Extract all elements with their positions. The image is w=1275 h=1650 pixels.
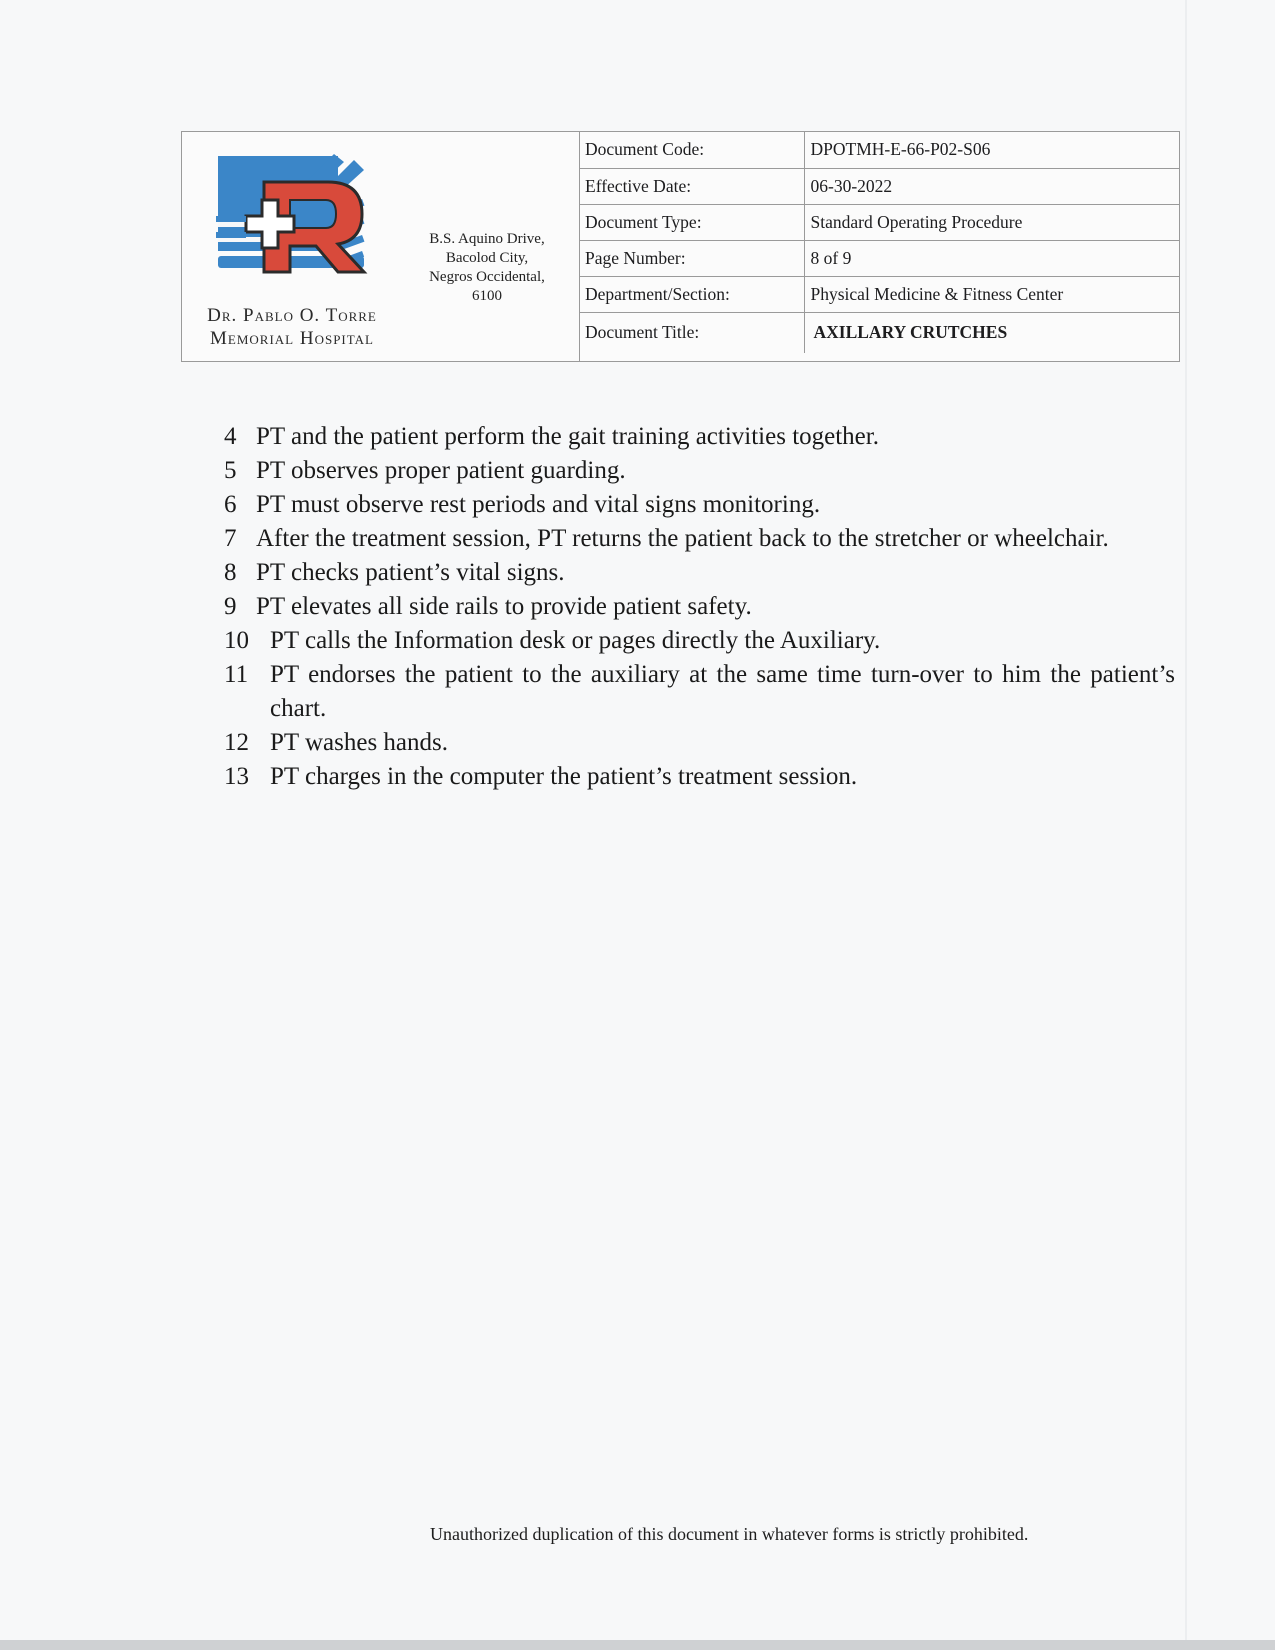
document-code-label: Document Code: xyxy=(579,132,804,168)
step-number: 7 xyxy=(224,525,237,552)
document-title-value: AXILLARY CRUTCHES xyxy=(813,322,1008,343)
step-text: PT observes proper patient guarding. xyxy=(256,457,626,484)
step-text: PT elevates all side rails to provide patient safety. xyxy=(256,593,752,620)
document-type-value: Standard Operating Procedure xyxy=(804,204,1179,240)
step-text: PT calls the Information desk or pages directly the Auxiliary. xyxy=(270,627,881,654)
effective-date-label: Effective Date: xyxy=(579,168,804,204)
table-row xyxy=(579,240,1179,276)
hospital-name-line1: Dr. Pablo O. Torre xyxy=(207,305,377,326)
list-item xyxy=(224,624,1175,658)
step-number: 8 xyxy=(224,559,237,586)
address-line: Negros Occidental, xyxy=(429,269,545,285)
hospital-name xyxy=(188,304,396,350)
list-item xyxy=(224,522,1175,556)
page-number-value: 8 of 9 xyxy=(804,240,1179,276)
footer-notice: Unauthorized duplication of this document in whatever forms is strictly prohibited. xyxy=(430,1524,1029,1544)
document-title-label: Document Title: xyxy=(579,312,804,353)
document-header xyxy=(181,131,1180,362)
step-text: After the treatment session, PT returns the patient back to the stretcher or wheelchair. xyxy=(256,525,1109,552)
address-line: B.S. Aquino Drive, xyxy=(429,231,545,247)
list-item xyxy=(224,590,1175,624)
department-label: Department/Section: xyxy=(579,276,804,312)
hospital-name-line2: Memorial Hospital xyxy=(210,328,374,349)
step-number: 4 xyxy=(224,423,237,450)
procedure-steps xyxy=(224,420,1175,794)
effective-date-value: 06-30-2022 xyxy=(804,168,1179,204)
bottom-band xyxy=(0,1640,1275,1650)
table-row xyxy=(579,132,1179,168)
document-info-table xyxy=(579,132,1179,353)
step-number: 13 xyxy=(224,763,249,790)
step-number: 11 xyxy=(224,661,249,688)
list-item xyxy=(224,760,1175,794)
step-number: 6 xyxy=(224,491,237,518)
document-code-value: DPOTMH-E-66-P02-S06 xyxy=(804,132,1179,168)
address-line: Bacolod City, xyxy=(445,250,529,266)
list-item xyxy=(224,420,1175,454)
department-value: Physical Medicine & Fitness Center xyxy=(804,276,1179,312)
step-text: PT checks patient’s vital signs. xyxy=(256,559,565,586)
table-row xyxy=(579,276,1179,312)
page-number-label: Page Number: xyxy=(579,240,804,276)
step-number: 5 xyxy=(224,457,237,484)
step-text: PT endorses the patient to the auxiliary at the same time turn-over to him the patient’s chart. xyxy=(270,661,1175,722)
list-item xyxy=(224,556,1175,590)
hospital-address xyxy=(412,230,562,306)
step-text: PT charges in the computer the patient’s treatment session. xyxy=(270,763,858,790)
list-item xyxy=(224,726,1175,760)
table-row xyxy=(579,168,1179,204)
step-text: PT and the patient perform the gait training activities together. xyxy=(256,423,879,450)
document-type-label: Document Type: xyxy=(579,204,804,240)
hospital-logo-icon xyxy=(216,152,376,302)
step-text: PT washes hands. xyxy=(270,729,449,756)
step-number: 10 xyxy=(224,627,249,654)
address-line: 6100 xyxy=(472,288,502,304)
logo-cell xyxy=(182,132,580,361)
list-item xyxy=(224,488,1175,522)
step-text: PT must observe rest periods and vital signs monitoring. xyxy=(256,491,821,518)
list-item xyxy=(224,658,1175,726)
table-row xyxy=(579,204,1179,240)
page-edge xyxy=(1185,0,1187,1650)
step-number: 12 xyxy=(224,729,249,756)
table-row xyxy=(579,312,1179,353)
step-number: 9 xyxy=(224,593,237,620)
list-item xyxy=(224,454,1175,488)
